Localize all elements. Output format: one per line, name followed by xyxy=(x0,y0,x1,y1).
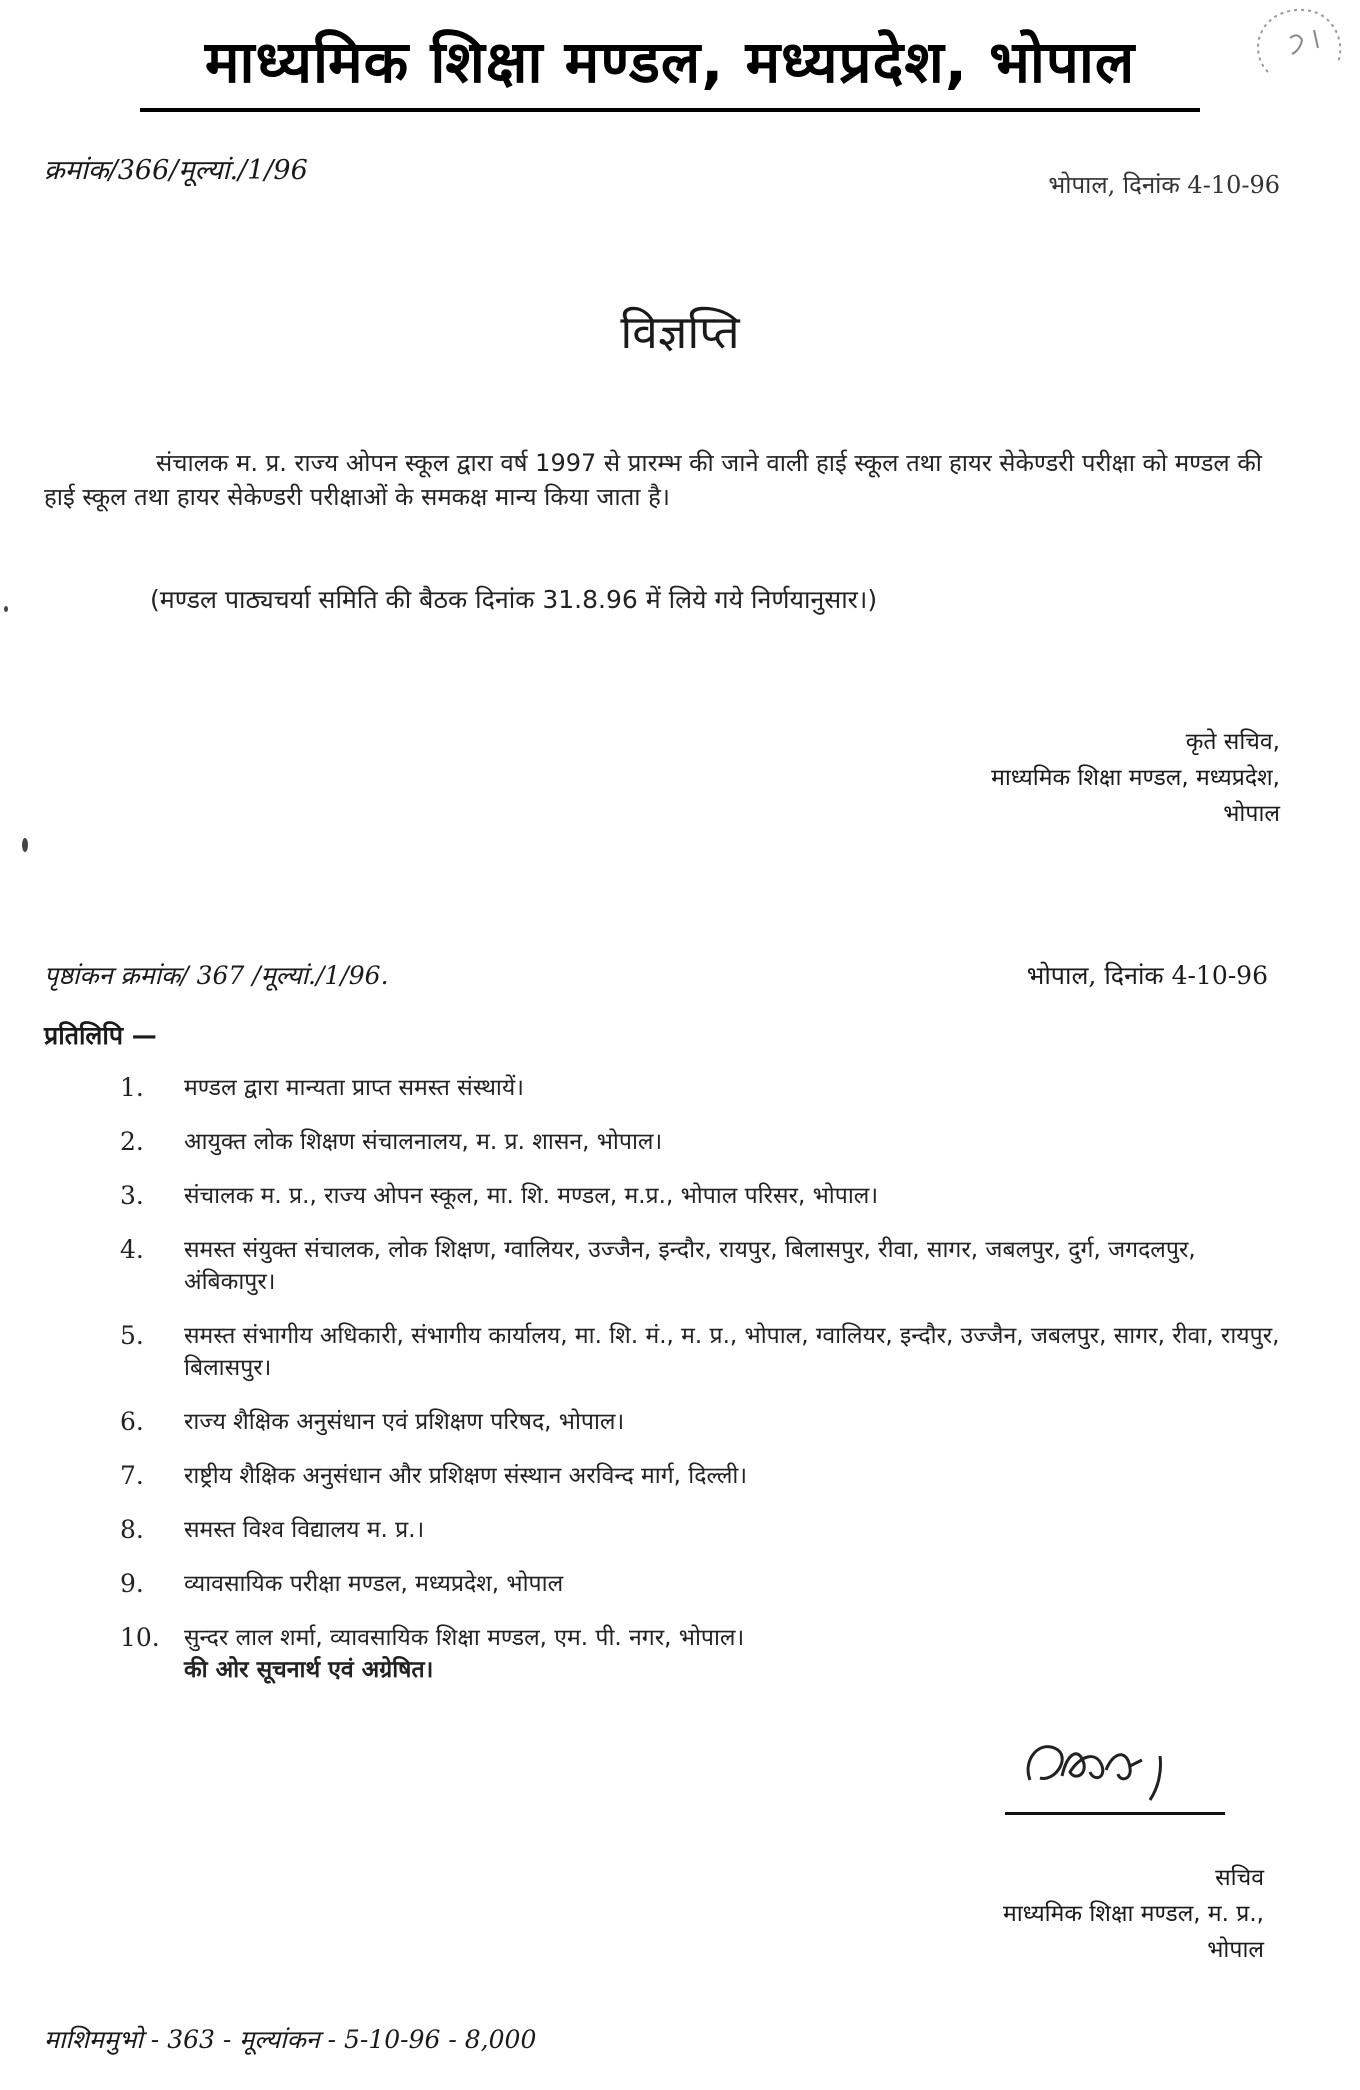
list-item-text: सुन्दर लाल शर्मा, व्यावसायिक शिक्षा मण्डल, एम. पी. नगर, भोपाल। xyxy=(184,1625,745,1651)
list-item-number: 10. xyxy=(120,1623,160,1652)
signature-block-secretary xyxy=(1003,1860,1264,1968)
list-item-number: 1. xyxy=(120,1073,144,1102)
list-item xyxy=(108,1180,1283,1212)
signatory-line: कृते सचिव, xyxy=(1185,729,1280,755)
signatory-line: सचिव xyxy=(1215,1865,1264,1891)
signature-underline xyxy=(1005,1812,1225,1815)
list-item-number: 5. xyxy=(120,1321,144,1350)
list-item-text: समस्त संयुक्त संचालक, लोक शिक्षण, ग्वालियर, उज्जैन, इन्दौर, रायपुर, बिलासपुर, रीवा, सागर, जबलपुर, दुर्ग, जगदलपुर, अंबिकापुर। xyxy=(184,1237,1196,1295)
list-item-text: संचालक म. प्र., राज्य ओपन स्कूल, मा. शि. मण्डल, म.प्र., भोपाल परिसर, भोपाल। xyxy=(184,1183,879,1209)
ink-speck xyxy=(4,606,8,612)
signature-block-for-secretary xyxy=(991,724,1280,832)
list-item xyxy=(108,1320,1283,1384)
list-item-number: 4. xyxy=(120,1235,144,1264)
issue-place-date: भोपाल, दिनांक 4-10-96 xyxy=(1048,171,1280,199)
signatory-office: माध्यमिक शिक्षा मण्डल, मध्यप्रदेश, xyxy=(991,765,1280,791)
list-item xyxy=(108,1072,1283,1104)
committee-note: (मण्डल पाठ्यचर्या समिति की बैठक दिनांक 31.8.96 में लिये गये निर्णयानुसार।) xyxy=(150,585,878,614)
list-item-number: 9. xyxy=(120,1569,144,1598)
list-item-text: समस्त विश्व विद्यालय म. प्र.। xyxy=(184,1517,425,1543)
list-item-text: समस्त संभागीय अधिकारी, संभागीय कार्यालय, मा. शि. मं., म. प्र., भोपाल, ग्वालियर, इन्दौर, उज्जैन, जबलपुर, सागर, रीवा, रायपुर, बिलासपुर। xyxy=(184,1323,1280,1381)
list-item-text: मण्डल द्वारा मान्यता प्राप्त समस्त संस्थायें। xyxy=(184,1075,524,1101)
list-item-number: 8. xyxy=(120,1515,144,1544)
endorsement-number: पृष्ठांकन क्रमांक/ 367 /मूल्यां./1/96. xyxy=(44,961,389,990)
list-item xyxy=(108,1568,1283,1600)
ink-speck xyxy=(22,838,28,852)
list-item xyxy=(108,1406,1283,1438)
list-item-number: 6. xyxy=(120,1407,144,1436)
endorsement-place-date: भोपाल, दिनांक 4-10-96 xyxy=(1026,961,1268,990)
list-item xyxy=(108,1234,1283,1298)
notice-body: संचालक म. प्र. राज्य ओपन स्कूल द्वारा वर्ष 1997 से प्रारम्भ की जाने वाली हाई स्कूल तथा हायर सेकेण्डरी परीक्षा को मण्डल की हाई स्कूल तथा हायर सेकेण्डरी परीक्षाओं के समकक्ष मान्य किया जाता है। xyxy=(44,449,1262,511)
list-item xyxy=(108,1460,1283,1492)
signatory-city: भोपाल xyxy=(1207,1937,1264,1963)
reference-number: क्रमांक/366/मूल्यां./1/96 xyxy=(44,155,308,186)
stamp-mark-icon xyxy=(1238,2,1350,92)
list-item-number: 7. xyxy=(120,1461,144,1490)
letterhead-title: माध्यमिक शिक्षा मण्डल, मध्यप्रदेश, भोपाल xyxy=(204,28,1136,96)
list-item xyxy=(108,1126,1283,1158)
list-item-number: 3. xyxy=(120,1181,144,1210)
letterhead-underline xyxy=(140,108,1200,112)
list-item-text: व्यावसायिक परीक्षा मण्डल, मध्यप्रदेश, भोपाल xyxy=(184,1571,564,1597)
list-item-text: राज्य शैक्षिक अनुसंधान एवं प्रशिक्षण परिषद, भोपाल। xyxy=(184,1409,625,1435)
list-item-text: आयुक्त लोक शिक्षण संचालनालय, म. प्र. शासन, भोपाल। xyxy=(184,1129,663,1155)
notice-heading: विज्ञप्ति xyxy=(620,305,740,359)
signatory-office: माध्यमिक शिक्षा मण्डल, म. प्र., xyxy=(1002,1901,1264,1927)
list-item-number: 2. xyxy=(120,1127,144,1156)
handwritten-signature-icon xyxy=(1010,1720,1210,1810)
copy-to-label: प्रतिलिपि — xyxy=(44,1021,157,1050)
list-item xyxy=(108,1514,1283,1546)
copy-recipient-list xyxy=(108,1072,1283,1686)
forwarding-note: की ओर सूचनार्थ एवं अग्रेषित। xyxy=(184,1657,434,1683)
print-footer: माशिममुभो - 363 - मूल्यांकन - 5-10-96 - 8,000 xyxy=(44,2025,537,2054)
list-item xyxy=(108,1622,1283,1686)
signatory-city: भोपाल xyxy=(1223,801,1280,827)
list-item-text: राष्ट्रीय शैक्षिक अनुसंधान और प्रशिक्षण संस्थान अरविन्द मार्ग, दिल्ली। xyxy=(184,1463,748,1489)
